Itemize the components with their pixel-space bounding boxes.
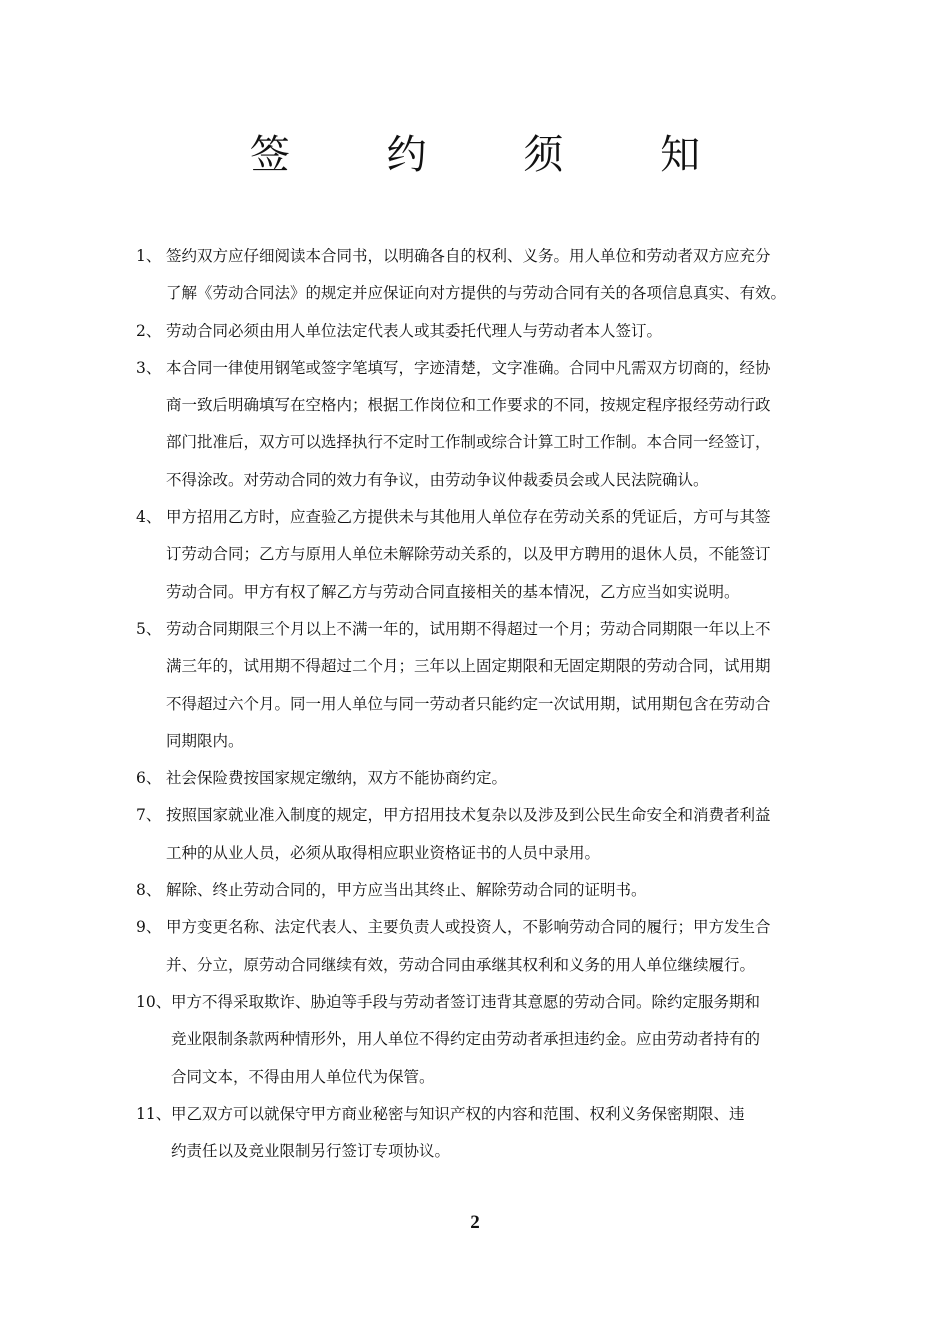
item-text-line: 劳动合同期限三个月以上不满一年的，试用期不得超过一个月；劳动合同期限一年以上不 <box>166 619 771 638</box>
notice-list <box>0 238 950 1170</box>
item-number: 4、 <box>136 508 162 527</box>
item-number: 5、 <box>136 619 162 638</box>
item-text-line: 劳动合同。甲方有权了解乙方与劳动合同直接相关的基本情况，乙方应当如实说明。 <box>166 582 740 601</box>
list-item <box>0 760 950 797</box>
item-text-line: 解除、终止劳动合同的，甲方应当出其终止、解除劳动合同的证明书。 <box>166 881 647 900</box>
list-item <box>0 1096 950 1171</box>
list-item <box>0 313 950 350</box>
item-text-line: 订劳动合同；乙方与原用人单位未解除劳动关系的，以及甲方聘用的退休人员，不能签订 <box>166 545 771 564</box>
item-text-line: 不得涂改。对劳动合同的效力有争议，由劳动争议仲裁委员会或人民法院确认。 <box>166 470 709 489</box>
page-number: 2 <box>470 1212 480 1233</box>
list-item <box>0 909 950 984</box>
item-number: 9、 <box>136 918 162 937</box>
item-number: 7、 <box>136 806 162 825</box>
item-text-line: 满三年的，试用期不得超过二个月；三年以上固定期限和无固定期限的劳动合同，试用期 <box>166 657 771 676</box>
list-item <box>0 238 950 313</box>
item-text-line: 竞业限制条款两种情形外，用人单位不得约定由劳动者承担违约金。应由劳动者持有的 <box>171 1030 761 1049</box>
item-text-line: 社会保险费按国家规定缴纳，双方不能协商约定。 <box>166 769 508 788</box>
item-text-line: 甲方招用乙方时，应查验乙方提供未与其他用人单位存在劳动关系的凭证后，方可与其签 <box>166 508 771 527</box>
item-text-line: 约责任以及竞业限制另行签订专项协议。 <box>171 1142 451 1161</box>
item-text-line: 合同文本，不得由用人单位代为保管。 <box>171 1067 435 1086</box>
item-text-line: 并、分立，原劳动合同继续有效，劳动合同由承继其权利和义务的用人单位继续履行。 <box>166 955 756 974</box>
item-number: 10、 <box>136 992 172 1011</box>
item-number: 3、 <box>136 358 162 377</box>
item-text-line: 按照国家就业准入制度的规定，甲方招用技术复杂以及涉及到公民生命安全和消费者利益 <box>166 806 771 825</box>
item-text-line: 部门批准后，双方可以选择执行不定时工作制或综合计算工时工作制。本合同一经签订， <box>166 433 771 452</box>
item-text-line: 了解《劳动合同法》的规定并应保证向对方提供的与劳动合同有关的各项信息真实、有效。 <box>166 284 787 303</box>
list-item <box>0 984 950 1096</box>
item-number: 1、 <box>136 247 162 265</box>
list-item <box>0 499 950 611</box>
item-text-line: 甲乙双方可以就保守甲方商业秘密与知识产权的内容和范围、权利义务保密期限、违 <box>171 1104 745 1123</box>
item-number: 11、 <box>136 1104 172 1123</box>
item-text-line: 商一致后明确填写在空格内；根据工作岗位和工作要求的不同，按规定程序报经劳动行政 <box>166 396 771 415</box>
page-title: 签 约 须 知 <box>249 131 743 178</box>
item-text-line: 甲方变更名称、法定代表人、主要负责人或投资人，不影响劳动合同的履行；甲方发生合 <box>166 918 771 937</box>
item-text-line: 劳动合同必须由用人单位法定代表人或其委托代理人与劳动者本人签订。 <box>166 321 663 340</box>
item-text-line: 工种的从业人员，必须从取得相应职业资格证书的人员中录用。 <box>166 843 601 862</box>
list-item <box>0 611 950 760</box>
item-text-line: 甲方不得采取欺诈、胁迫等手段与劳动者签订违背其意愿的劳动合同。除约定服务期和 <box>171 992 761 1011</box>
item-text-line: 本合同一律使用钢笔或签字笔填写，字迹清楚，文字准确。合同中凡需双方切商的，经协 <box>166 358 771 377</box>
item-text-line: 签约双方应仔细阅读本合同书，以明确各自的权利、义务。用人单位和劳动者双方应充分 <box>166 247 771 265</box>
item-text-line: 同期限内。 <box>166 731 244 750</box>
list-item <box>0 350 950 499</box>
item-number: 6、 <box>136 769 162 788</box>
list-item <box>0 797 950 872</box>
item-number: 8、 <box>136 881 162 900</box>
item-number: 2、 <box>136 321 162 340</box>
list-item <box>0 872 950 909</box>
item-text-line: 不得超过六个月。同一用人单位与同一劳动者只能约定一次试用期，试用期包含在劳动合 <box>166 694 771 713</box>
